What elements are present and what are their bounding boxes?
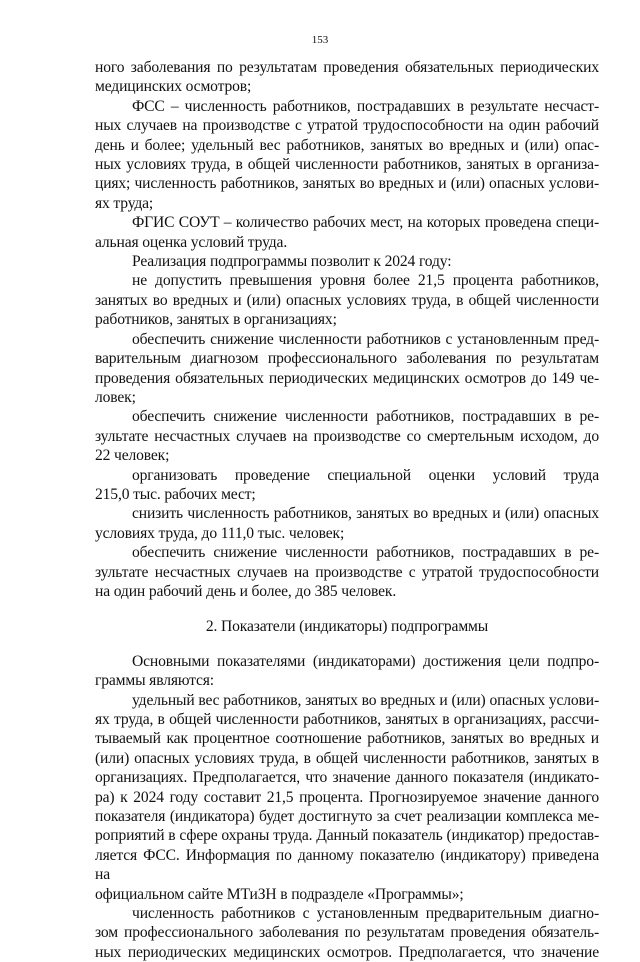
text-line: ного заболевания по результатам проведения обязательных периодических <box>95 59 599 76</box>
paragraph <box>95 271 599 329</box>
text-line: ФСС – численность работников, пострадавших в результате несчаст- <box>132 97 599 115</box>
text-line: организациях. Предполагается, что значение данного показателя (индикато- <box>95 769 599 787</box>
text-line: ных условиях труда, в общей численности работников, занятых в организа- <box>95 156 599 174</box>
text-line: тываемый как процентное соотношение работников, занятых во вредных и <box>95 730 599 748</box>
text-line: зом профессионального заболевания по результатам проведения обязатель- <box>95 924 599 942</box>
text-line: условиях труда, до 111,0 тыс. человек; <box>95 524 345 542</box>
text-line: ных периодических медицинских осмотров. Предполагается, что значение <box>95 943 599 961</box>
text-line: граммы являются: <box>95 672 214 690</box>
text-line: ных случаев на производстве с утратой трудоспособности на один рабочий <box>95 117 599 135</box>
text-line: ра) к 2024 году составит 21,5 процента. Прогнозируемое значение данного <box>95 788 599 806</box>
text-line: показателя (индикатора) будет достигнуто за счет реализации комплекса ме- <box>95 808 599 826</box>
text-line: варительным диагнозом профессионального заболевания по результатам <box>95 350 599 368</box>
paragraph <box>95 407 599 465</box>
text-line: ФГИС СОУТ – количество рабочих мест, на которых проведена специ- <box>132 214 599 232</box>
text-line: организовать проведение специальной оценки условий труда <box>132 466 599 484</box>
text-line: ях труда; <box>95 194 154 212</box>
text-line: день и более; удельный вес работников, занятых во вредных и (или) опас- <box>95 136 599 154</box>
text-line: циях; численность работников, занятых во вредных и (или) опасных услови- <box>95 175 599 193</box>
text-line: 22 человек; <box>95 447 170 465</box>
text-line: занятых во вредных и (или) опасных условиях труда, в общей численности <box>95 291 599 309</box>
text-line: ляется ФСС. Информация по данному показателю (индикатору) приведена на <box>95 846 599 884</box>
paragraph <box>95 904 599 962</box>
paragraph <box>95 97 599 213</box>
text-line: удельный вес работников, занятых во вредных и (или) опасных услови- <box>132 691 599 709</box>
paragraph <box>95 466 599 505</box>
text-line: обеспечить снижение численности работников с установленным пред- <box>132 330 599 348</box>
text-line: Реализация подпрограммы позволит к 2024 году: <box>132 253 452 271</box>
text-line: Основными показателями (индикаторами) достижения цели подпро- <box>132 652 599 670</box>
text-line: зультате несчастных случаев на производстве с утратой трудоспособности <box>95 563 599 581</box>
text-line: официальном сайте МТиЗН в подразделе «Программы»; <box>95 885 464 903</box>
paragraph <box>95 691 599 904</box>
page-number: 153 <box>311 34 329 46</box>
text-line: численность работников с установленным предварительным диагно- <box>132 905 599 923</box>
text-line: (или) опасных условиях труда, в общей численности работников, занятых в <box>95 749 599 767</box>
text-line: ях труда, в общей численности работников, занятых в организациях, рассчи- <box>95 711 599 728</box>
text-line: не допустить превышения уровня более 21,5 процента работников, <box>132 272 599 290</box>
text-line: работников, занятых в организациях; <box>95 311 337 329</box>
paragraph <box>95 543 599 601</box>
page-body <box>95 58 599 962</box>
paragraph <box>95 213 599 252</box>
paragraphs-before-heading <box>95 58 599 601</box>
text-line: роприятий в сфере охраны труда. Данный показатель (индикатор) предостав- <box>95 827 599 845</box>
text-line: ловек; <box>95 388 136 406</box>
text-line: зультате несчастных случаев на производстве со смертельным исходом, до <box>95 427 599 445</box>
text-line: снизить численность работников, занятых во вредных и (или) опасных <box>132 505 599 523</box>
section-heading: 2. Показатели (индикаторы) подпрограммы <box>205 618 489 636</box>
paragraph <box>95 652 599 691</box>
paragraph <box>95 330 599 408</box>
text-line: проведения обязательных периодических медицинских осмотров до 149 че- <box>95 369 599 387</box>
text-line: 215,0 тыс. рабочих мест; <box>95 485 256 503</box>
paragraphs-after-heading <box>95 652 599 962</box>
text-line: на один рабочий день и более, до 385 человек. <box>95 582 397 600</box>
text-line: обеспечить снижение численности работников, пострадавших в ре- <box>132 544 599 562</box>
text-line: альная оценка условий труда. <box>95 233 288 251</box>
paragraph <box>95 252 599 271</box>
text-line: обеспечить снижение численности работников, пострадавших в ре- <box>132 408 599 426</box>
paragraph <box>95 504 599 543</box>
text-line: медицинских осмотров; <box>95 78 252 96</box>
paragraph <box>95 58 599 97</box>
